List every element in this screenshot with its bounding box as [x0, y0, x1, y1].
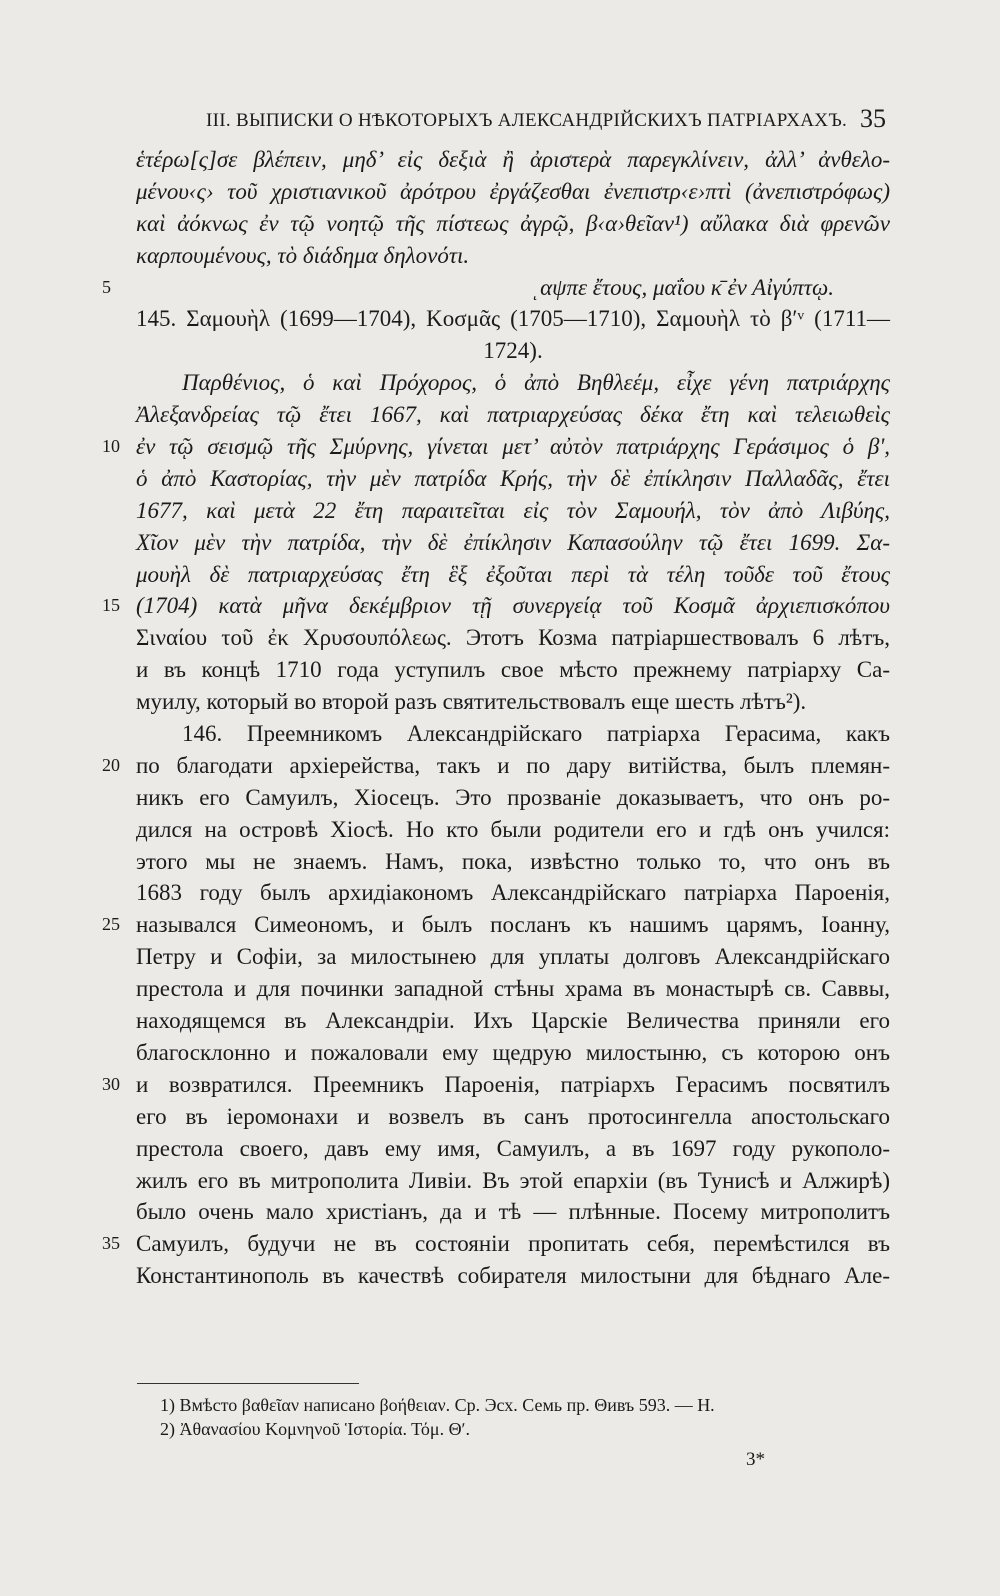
text-line — [136, 335, 890, 367]
line-text: Самуилъ, будучи не въ состояніи пропитать себя, перемѣстился въ — [136, 1231, 890, 1257]
line-text: Χῖον μὲν τὴν πατρίδα, τὴν δὲ ἐπίκλησιν Καπασούλην τῷ ἔτει 1699. Σα- — [136, 529, 890, 555]
line-text: Петру и Софіи, за милостынею для уплаты долговъ Александрійскаго — [136, 944, 890, 970]
body-text — [102, 144, 890, 1292]
text-line — [136, 1260, 890, 1292]
line-text: жилъ его въ митрополита Ливіи. Въ этой епархіи (въ Тунисѣ и Алжирѣ) — [136, 1167, 890, 1193]
line-text: никъ его Самуилъ, Хіосецъ. Это прозваніе доказываетъ, что онъ ро- — [136, 784, 890, 810]
text-line — [136, 686, 890, 718]
text-line — [136, 877, 890, 909]
page-number: 35 — [860, 104, 886, 133]
text-line — [136, 495, 890, 527]
page-header — [130, 100, 890, 136]
line-text: μουὴλ δὲ πατριαρχεύσας ἔτη ἓξ ἐξοῦται περὶ τὰ τέλη τοῦδε τοῦ ἔτους — [136, 561, 890, 587]
line-text: муилу, который во второй разъ святительствовалъ еще шесть лѣтъ²). — [136, 689, 807, 715]
text-line — [136, 1101, 890, 1133]
line-text: этого мы не знаемъ. Намъ, пока, извѣстно только то, что онъ въ — [136, 848, 890, 874]
text-line — [102, 750, 890, 782]
line-text: по благодати архіерейства, такъ и по дару витійства, былъ племян- — [136, 752, 890, 778]
text-line — [102, 272, 890, 304]
line-text: ἐν τῷ σεισμῷ τῆς Σμύρνης, γίνεται μετ’ αὐτὸν πατριάρχης Γεράσιμος ὁ βʹ, — [136, 434, 890, 460]
footnotes — [160, 1393, 880, 1441]
text-line — [136, 846, 890, 878]
text-line — [136, 463, 890, 495]
text-line — [136, 303, 890, 335]
text-line — [136, 399, 890, 431]
text-line — [136, 1133, 890, 1165]
line-text: μένου‹ς› τοῦ χριστιανικοῦ ἀρότρου ἐργάζεσθαι ἐνεπιστρ‹ε›πτὶ (ἀνεπιστρόφως) — [136, 178, 890, 204]
text-line — [136, 1165, 890, 1197]
footnote: 2) Ἀθανασίου Κομνηνοῦ Ἱστορία. Τόμ. Θʹ. — [160, 1419, 470, 1439]
text-line — [136, 240, 890, 272]
line-text: Ἀλεξανδρείας τῷ ἔτει 1667, καὶ πατριαρχεύσας δέκα ἔτη καὶ τελειωθεὶς — [136, 402, 890, 428]
line-text: Παρθένιος, ὁ καὶ Πρόχορος, ὁ ἀπὸ Βηθλεέμ, εἶχε γένη πατριάρχης — [182, 370, 890, 396]
line-text: престола своего, давъ ему имя, Самуилъ, а въ 1697 году рукополо- — [136, 1135, 890, 1161]
line-number: 35 — [102, 1233, 120, 1254]
text-line — [136, 782, 890, 814]
line-number: 5 — [102, 276, 111, 297]
line-text: 1724). — [483, 338, 543, 364]
text-line — [136, 1037, 890, 1069]
text-line — [102, 1069, 890, 1101]
line-number: 10 — [102, 436, 120, 457]
text-line — [136, 941, 890, 973]
line-text: 1683 году былъ архидіакономъ Александрійскаго патріарха Пароенія, — [136, 880, 890, 906]
line-text: благосклонно и пожаловали ему щедрую милостыню, съ которою онъ — [136, 1039, 890, 1065]
running-title: III. ВЫПИСКИ О НѢКОТОРЫХЪ АЛЕКСАНДРІЙСКИХЪ ПАТРІАРХАХЪ. — [206, 110, 848, 131]
line-text: ͺαψπε ἔτους, μαΐου κ̄ ἐν Αἰγύπτῳ. — [532, 274, 834, 300]
text-line — [136, 622, 890, 654]
text-line — [136, 718, 890, 750]
footnote: 1) Вмѣсто βαθεῖαν написано βοήθειαν. Ср. Эсх. Семь пр. Θивъ 593. — Н. — [160, 1395, 715, 1415]
text-line — [136, 973, 890, 1005]
text-line — [102, 1228, 890, 1260]
line-text: ὁ ἀπὸ Καστορίας, τὴν μὲν πατρίδα Κρής, τὴν δὲ ἐπίκλησιν Παλλαδᾶς, ἔτει — [136, 465, 890, 491]
text-line — [136, 559, 890, 591]
line-number: 25 — [102, 914, 120, 935]
line-text: его въ іеромонахи и возвелъ въ санъ протосингелла апостольскаго — [136, 1103, 890, 1129]
line-text: Σιναίου τοῦ ἐκ Χρυσουπόλεως. Этотъ Козма патріаршествовалъ 6 лѣтъ, — [136, 625, 890, 651]
line-text: дился на островѣ Хіосѣ. Но кто были родители его и гдѣ онъ учился: — [136, 816, 890, 842]
text-line — [136, 367, 890, 399]
line-text: καὶ ἀόκνως ἐν τῷ νοητῷ τῆς πίστεως ἀγρῷ, β‹α›θεῖαν¹) αὔλακα διὰ φρενῶν — [136, 210, 890, 236]
footnote-divider — [137, 1383, 359, 1384]
line-text: 1677, καὶ μετὰ 22 ἔτη παραιτεῖται εἰς τὸν Σαμουήλ, τὸν ἀπὸ Λιβύης, — [136, 497, 890, 523]
line-number: 20 — [102, 754, 120, 775]
text-line — [136, 1196, 890, 1228]
line-text: было очень мало христіанъ, да и тѣ — плѣнные. Посему митрополитъ — [136, 1199, 890, 1225]
line-text: Константинополь въ качествѣ собирателя милостыни для бѣднаго Але- — [136, 1263, 890, 1289]
text-line — [136, 527, 890, 559]
line-number: 30 — [102, 1073, 120, 1094]
line-text: престола и для починки западной стѣны храма въ монастырѣ св. Саввы, — [136, 976, 890, 1002]
line-text: находящемся въ Александріи. Ихъ Царскіе Величества приняли его — [136, 1008, 890, 1034]
text-line — [136, 176, 890, 208]
line-text: и въ концѣ 1710 года уступилъ свое мѣсто прежнему патріарху Са- — [136, 657, 890, 683]
text-line — [102, 431, 890, 463]
text-line — [136, 144, 890, 176]
line-text: 145. Σαμουὴλ (1699—1704), Κοσμᾶς (1705—1710), Σαμουὴλ τὸ βʹᵛ (1711— — [136, 306, 890, 332]
line-text: καρπουμένους, τὸ διάδημα δηλονότι. — [136, 242, 470, 268]
line-text: ἑτέρω[ς]σε βλέπειν, μηδ’ εἰς δεξιὰ ἢ ἀριστερὰ παρεγκλίνειν, ἀλλ’ ἀνθελο- — [136, 147, 890, 172]
text-line — [102, 909, 890, 941]
line-text: (1704) κατὰ μῆνα δεκέμβριον τῇ συνεργείᾳ τοῦ Κοσμᾶ ἀρχιεπισκόπου — [136, 593, 890, 619]
text-line — [102, 590, 890, 622]
line-text: и возвратился. Преемникъ Пароенія, патріархъ Герасимъ посвятилъ — [136, 1071, 890, 1097]
line-text: 146. Преемникомъ Александрійскаго патріарха Герасима, какъ — [182, 721, 890, 747]
text-line — [136, 208, 890, 240]
text-line — [136, 654, 890, 686]
line-text: назывался Симеономъ, и былъ посланъ къ нашимъ царямъ, Іоанну, — [136, 912, 890, 938]
line-number: 15 — [102, 595, 120, 616]
text-line — [136, 814, 890, 846]
text-line — [136, 1005, 890, 1037]
printer-signature-mark: 3* — [746, 1449, 765, 1470]
